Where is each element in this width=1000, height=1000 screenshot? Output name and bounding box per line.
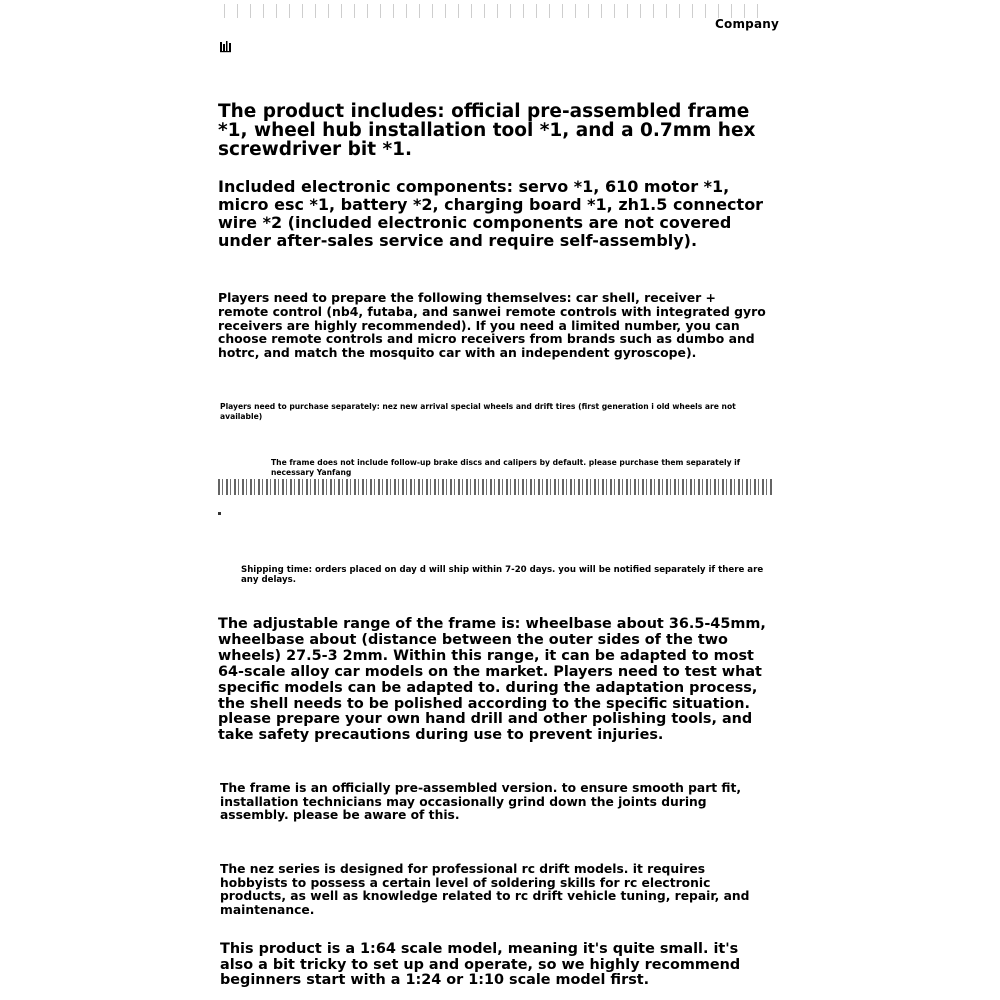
garbled-dot-mark <box>218 512 221 515</box>
electronics-note: Included electronic components: servo *1, 610 motor *1, micro esc *1, battery *2, charging board *1, zh1.5 connector wire *2 (included electronic components are not covered under after-sales service and require self-assembly). <box>218 177 764 250</box>
brake-parts-note: The frame does not include follow-up brake discs and calipers by default. please purchase them separately if necessary Yanfang <box>271 458 741 477</box>
garbled-text-icon <box>219 40 233 54</box>
garbled-header-strip <box>218 4 758 18</box>
garbled-line-strip <box>218 479 774 495</box>
adjustable-range-note: The adjustable range of the frame is: wheelbase about 36.5-45mm, wheelbase about (distance between the outer sides of the two wheels) 27.5-3 2mm. Within this range, it can be adapted to most 64-scale alloy car models on the market. Players need to test what specific models can be adapted to. during the adaptation process, the shell needs to be polished according to the specific situation. please prepare your own hand drill and other polishing tools, and take safety precautions during use to prevent injuries. <box>218 616 766 744</box>
skill-requirement-note: The nez series is designed for professional rc drift models. it requires hobbyists to possess a certain level of soldering skills for rc electronic products, as well as knowledge related to rc drift vehicle tuning, repair, and maintenance. <box>220 862 750 917</box>
scale-warning-note: This product is a 1:64 scale model, meaning it's quite small. it's also a bit tricky to set up and operate, so we highly recommend beginners start with a 1:24 or 1:10 scale model first. <box>220 941 741 989</box>
separate-purchase-note: Players need to purchase separately: nez new arrival special wheels and drift tires (first generation i old wheels are not available) <box>220 402 736 421</box>
product-notice-page <box>218 0 780 1000</box>
package-contents-note: The product includes: official pre-assembled frame *1, wheel hub installation tool *1, and a 0.7mm hex screwdriver bit *1. <box>218 101 756 160</box>
preassembled-note: The frame is an officially pre-assembled version. to ensure smooth part fit, installation technicians may occasionally grind down the joints during assembly. please be aware of this. <box>220 781 742 823</box>
shipping-time-note: Shipping time: orders placed on day d will ship within 7-20 days. you will be notified separately if there are any delays. <box>241 565 764 585</box>
player-preparation-note: Players need to prepare the following themselves: car shell, receiver + remote control (nb4, futaba, and sanwei remote controls with integrated gyro receivers are highly recommended). If you need a limited number, you can choose remote controls and micro receivers from brands such as dumbo and hotrc, and match the mosquito car with an independent gyroscope). <box>218 290 766 361</box>
company-label: Company <box>715 17 780 31</box>
